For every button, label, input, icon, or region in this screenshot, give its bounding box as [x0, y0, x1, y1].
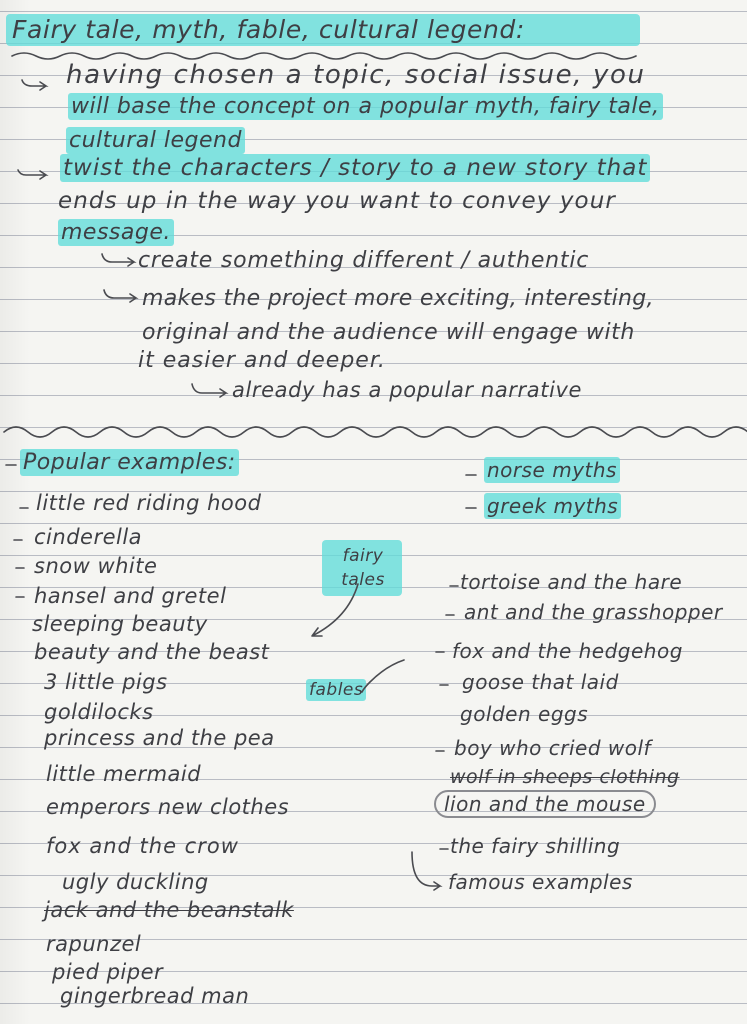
fairy-tale-item-15: rapunzel — [46, 932, 142, 956]
fable-item-2: ant and the grasshopper — [464, 600, 723, 624]
fairy-tale-item-17: gingerbread man — [60, 984, 250, 1008]
fairy-tale-item-3: snow white — [34, 554, 158, 578]
fairy-tale-item-13: ugly duckling — [62, 870, 209, 894]
note-line-8: makes the project more exciting, interesting, — [142, 286, 654, 311]
note-line-2 — [68, 96, 663, 118]
arrow-icon-4 — [104, 290, 136, 302]
famous-examples-arrow — [412, 852, 440, 890]
fairy-tale-item-4: hansel and gretel — [34, 584, 227, 608]
fairy-tale-item-6: beauty and the beast — [34, 640, 270, 664]
fable-item-9: the fairy shilling — [450, 834, 621, 858]
fairy-tale-item-1: little red riding hood — [36, 491, 262, 515]
note-line-7: create something different / authentic — [138, 248, 590, 273]
fable-item-5: golden eggs — [460, 702, 589, 726]
fairy-tale-item-9: princess and the pea — [44, 726, 275, 750]
fable-item-8 — [434, 794, 656, 814]
note-line-6-text: message. — [58, 219, 174, 246]
arrow-icon-1 — [22, 80, 46, 90]
page-title: Fairy tale, myth, fable, cultural legend: — [12, 15, 525, 44]
fable-item-4: goose that laid — [462, 670, 619, 694]
fairy-tale-item-12: fox and the crow — [46, 834, 239, 858]
fables-arrow — [362, 660, 404, 692]
note-line-1: having chosen a topic, social issue, you — [66, 60, 646, 90]
note-line-2-text: will base the concept on a popular myth, fairy tale, — [68, 93, 663, 120]
arrow-icon-3 — [102, 254, 134, 266]
examples-heading — [20, 452, 239, 474]
fairy-tales-label: fairy tales — [341, 546, 385, 590]
note-line-5: ends up in the way you want to convey your — [58, 188, 616, 214]
note-line-6 — [58, 222, 174, 244]
note-line-4-text: twist the characters / story to a new story that — [60, 154, 650, 182]
myth-item-1 — [484, 460, 620, 480]
fables-label-text: fables — [306, 679, 366, 701]
fairy-tale-item-11: emperors new clothes — [46, 795, 290, 819]
fable-item-3: fox and the hedgehog — [452, 639, 683, 663]
examples-heading-text: Popular examples: — [20, 449, 239, 476]
note-line-10: it easier and deeper. — [138, 348, 386, 373]
myth-item-2-text: greek myths — [484, 493, 621, 519]
title-wavy-underline — [12, 53, 636, 59]
note-line-3-text: cultural legend — [66, 127, 245, 154]
note-line-9: original and the audience will engage with — [142, 320, 635, 345]
note-line-3 — [66, 130, 245, 152]
fable-item-8-text: lion and the mouse — [434, 790, 656, 818]
note-line-4 — [60, 157, 650, 180]
fairy-tale-item-7: 3 little pigs — [44, 670, 168, 694]
fairy-tale-item-2: cinderella — [34, 525, 143, 549]
fables-label — [306, 682, 366, 699]
fairy-tale-item-10: little mermaid — [46, 762, 202, 786]
fable-item-6: boy who cried wolf — [454, 736, 652, 760]
fairy-tale-item-8: goldilocks — [44, 700, 154, 724]
fairy-tale-item-14: jack and the beanstalk — [44, 898, 294, 922]
fairy-tale-item-5: sleeping beauty — [32, 612, 208, 636]
arrow-icon-2 — [18, 170, 46, 179]
fable-item-10: famous examples — [448, 870, 633, 894]
note-line-11: already has a popular narrative — [232, 378, 583, 402]
fable-item-7: wolf in sheeps clothing — [450, 766, 680, 788]
fairy-tale-item-16: pied piper — [52, 960, 164, 984]
section-wavy-divider — [4, 427, 747, 437]
myth-item-1-text: norse myths — [484, 457, 620, 483]
myth-item-2 — [484, 496, 621, 516]
fable-item-1: tortoise and the hare — [460, 570, 683, 594]
arrow-icon-5 — [192, 384, 226, 397]
